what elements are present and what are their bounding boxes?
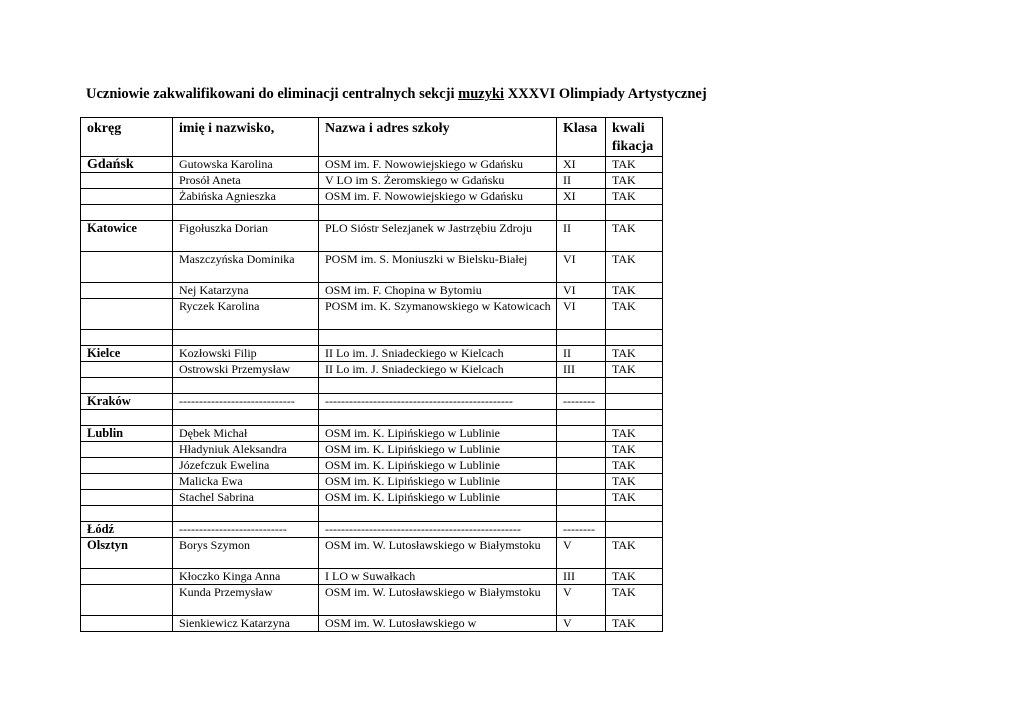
student-name-cell: Hładyniuk Aleksandra bbox=[173, 442, 319, 458]
district-cell bbox=[81, 283, 173, 299]
qualification-cell: TAK bbox=[606, 252, 663, 283]
student-name-cell: Maszczyńska Dominika bbox=[173, 252, 319, 283]
title-text-end: XXXVI Olimpiady Artystycznej bbox=[504, 86, 707, 102]
student-name-cell: Nej Katarzyna bbox=[173, 283, 319, 299]
class-cell bbox=[557, 426, 606, 442]
header-okreg: okręg bbox=[81, 118, 173, 157]
district-cell bbox=[81, 299, 173, 330]
school-cell: OSM im. F. Chopina w Bytomiu bbox=[319, 283, 557, 299]
school-cell: II Lo im. J. Sniadeckiego w Kielcach bbox=[319, 362, 557, 378]
student-name-cell: Borys Szymon bbox=[173, 538, 319, 569]
student-name-cell: Żabińska Agnieszka bbox=[173, 189, 319, 205]
school-cell: V LO im S. Żeromskiego w Gdańsku bbox=[319, 173, 557, 189]
header-klasa: Klasa bbox=[557, 118, 606, 157]
student-name-cell: Gutowska Karolina bbox=[173, 157, 319, 173]
qualification-cell: TAK bbox=[606, 299, 663, 330]
student-name-cell bbox=[173, 330, 319, 346]
class-cell bbox=[557, 490, 606, 506]
qualification-table bbox=[80, 117, 663, 632]
page-title bbox=[86, 86, 707, 103]
header-row bbox=[81, 118, 663, 157]
qualification-cell: TAK bbox=[606, 490, 663, 506]
table-row bbox=[81, 410, 663, 426]
table-row bbox=[81, 252, 663, 283]
student-name-cell: Józefczuk Ewelina bbox=[173, 458, 319, 474]
class-cell: XI bbox=[557, 157, 606, 173]
class-cell: III bbox=[557, 362, 606, 378]
student-name-cell: Figołuszka Dorian bbox=[173, 221, 319, 252]
student-name-cell bbox=[173, 410, 319, 426]
qualification-cell: TAK bbox=[606, 616, 663, 632]
qualification-cell bbox=[606, 394, 663, 410]
table-row bbox=[81, 506, 663, 522]
district-cell: Łódź bbox=[81, 522, 173, 538]
school-cell: PLO Sióstr Selezjanek w Jastrzębiu Zdroju bbox=[319, 221, 557, 252]
school-cell: OSM im. W. Lutosławskiego w bbox=[319, 616, 557, 632]
student-name-cell: --------------------------- bbox=[173, 522, 319, 538]
student-name-cell: ----------------------------- bbox=[173, 394, 319, 410]
table-row bbox=[81, 362, 663, 378]
table-row bbox=[81, 330, 663, 346]
school-cell: OSM im. W. Lutosławskiego w Białymstoku bbox=[319, 585, 557, 616]
district-cell bbox=[81, 569, 173, 585]
student-name-cell bbox=[173, 378, 319, 394]
district-cell: Gdańsk bbox=[81, 157, 173, 173]
district-cell bbox=[81, 378, 173, 394]
school-cell: OSM im. F. Nowowiejskiego w Gdańsku bbox=[319, 189, 557, 205]
school-cell bbox=[319, 378, 557, 394]
class-cell bbox=[557, 442, 606, 458]
table-row bbox=[81, 157, 663, 173]
table-row bbox=[81, 522, 663, 538]
table-row bbox=[81, 205, 663, 221]
student-name-cell bbox=[173, 205, 319, 221]
class-cell bbox=[557, 330, 606, 346]
header-name: imię i nazwisko, bbox=[173, 118, 319, 157]
school-cell: OSM im. K. Lipińskiego w Lublinie bbox=[319, 426, 557, 442]
table-row bbox=[81, 538, 663, 569]
header-kwalifikacja: kwali fikacja bbox=[606, 118, 663, 157]
student-name-cell: Ryczek Karolina bbox=[173, 299, 319, 330]
qualification-cell: TAK bbox=[606, 569, 663, 585]
class-cell bbox=[557, 205, 606, 221]
table-row bbox=[81, 474, 663, 490]
class-cell: VI bbox=[557, 252, 606, 283]
qualification-cell: TAK bbox=[606, 362, 663, 378]
qualification-cell bbox=[606, 330, 663, 346]
district-cell: Kraków bbox=[81, 394, 173, 410]
qualification-cell bbox=[606, 410, 663, 426]
qualification-cell: TAK bbox=[606, 283, 663, 299]
district-cell bbox=[81, 205, 173, 221]
student-name-cell: Kłoczko Kinga Anna bbox=[173, 569, 319, 585]
student-name-cell: Kozłowski Filip bbox=[173, 346, 319, 362]
table-row bbox=[81, 458, 663, 474]
class-cell: XI bbox=[557, 189, 606, 205]
table-body bbox=[81, 118, 663, 632]
class-cell: V bbox=[557, 616, 606, 632]
qualification-cell: TAK bbox=[606, 189, 663, 205]
qualification-cell: TAK bbox=[606, 538, 663, 569]
school-cell: OSM im. K. Lipińskiego w Lublinie bbox=[319, 442, 557, 458]
class-cell: II bbox=[557, 173, 606, 189]
table-row bbox=[81, 426, 663, 442]
district-cell bbox=[81, 474, 173, 490]
student-name-cell: Stachel Sabrina bbox=[173, 490, 319, 506]
district-cell: Kielce bbox=[81, 346, 173, 362]
table-row bbox=[81, 569, 663, 585]
student-name-cell: Prosół Aneta bbox=[173, 173, 319, 189]
title-underlined-word: muzyki bbox=[458, 86, 505, 102]
school-cell bbox=[319, 205, 557, 221]
qualification-cell: TAK bbox=[606, 458, 663, 474]
student-name-cell: Ostrowski Przemysław bbox=[173, 362, 319, 378]
school-cell: OSM im. W. Lutosławskiego w Białymstoku bbox=[319, 538, 557, 569]
class-cell bbox=[557, 410, 606, 426]
school-cell: OSM im. K. Lipińskiego w Lublinie bbox=[319, 458, 557, 474]
district-cell bbox=[81, 189, 173, 205]
class-cell: -------- bbox=[557, 522, 606, 538]
class-cell: III bbox=[557, 569, 606, 585]
district-cell bbox=[81, 410, 173, 426]
header-school: Nazwa i adres szkoły bbox=[319, 118, 557, 157]
title-text: Uczniowie zakwalifikowani do eliminacji centralnych sekcji bbox=[86, 86, 459, 102]
table-row bbox=[81, 283, 663, 299]
district-cell: Lublin bbox=[81, 426, 173, 442]
district-cell bbox=[81, 585, 173, 616]
table-row bbox=[81, 442, 663, 458]
table-row bbox=[81, 490, 663, 506]
class-cell: II bbox=[557, 346, 606, 362]
school-cell: OSM im. K. Lipińskiego w Lublinie bbox=[319, 490, 557, 506]
school-cell bbox=[319, 506, 557, 522]
qualification-cell bbox=[606, 205, 663, 221]
table-row bbox=[81, 346, 663, 362]
table-row bbox=[81, 394, 663, 410]
class-cell: -------- bbox=[557, 394, 606, 410]
qualification-cell: TAK bbox=[606, 157, 663, 173]
district-cell bbox=[81, 490, 173, 506]
class-cell bbox=[557, 474, 606, 490]
class-cell bbox=[557, 458, 606, 474]
district-cell bbox=[81, 362, 173, 378]
student-name-cell: Dębek Michał bbox=[173, 426, 319, 442]
qualification-cell: TAK bbox=[606, 221, 663, 252]
class-cell bbox=[557, 378, 606, 394]
district-cell bbox=[81, 330, 173, 346]
district-cell bbox=[81, 458, 173, 474]
district-cell bbox=[81, 616, 173, 632]
school-cell bbox=[319, 330, 557, 346]
school-cell: ----------------------------------------------- bbox=[319, 394, 557, 410]
table-row bbox=[81, 299, 663, 330]
school-cell: I LO w Suwałkach bbox=[319, 569, 557, 585]
qualification-cell: TAK bbox=[606, 173, 663, 189]
student-name-cell: Malicka Ewa bbox=[173, 474, 319, 490]
table-row bbox=[81, 378, 663, 394]
school-cell: ------------------------------------------------- bbox=[319, 522, 557, 538]
table-row bbox=[81, 616, 663, 632]
district-cell: Olsztyn bbox=[81, 538, 173, 569]
table-row bbox=[81, 173, 663, 189]
district-cell bbox=[81, 252, 173, 283]
student-name-cell bbox=[173, 506, 319, 522]
district-cell: Katowice bbox=[81, 221, 173, 252]
qualification-cell: TAK bbox=[606, 442, 663, 458]
school-cell: POSM im. K. Szymanowskiego w Katowicach bbox=[319, 299, 557, 330]
class-cell: V bbox=[557, 538, 606, 569]
qualification-cell: TAK bbox=[606, 426, 663, 442]
qualification-cell: TAK bbox=[606, 346, 663, 362]
class-cell: VI bbox=[557, 299, 606, 330]
class-cell: VI bbox=[557, 283, 606, 299]
qualification-cell bbox=[606, 378, 663, 394]
table-row bbox=[81, 189, 663, 205]
student-name-cell: Kunda Przemysław bbox=[173, 585, 319, 616]
school-cell: OSM im. F. Nowowiejskiego w Gdańsku bbox=[319, 157, 557, 173]
district-cell bbox=[81, 173, 173, 189]
qualification-cell bbox=[606, 506, 663, 522]
table-row bbox=[81, 221, 663, 252]
class-cell: V bbox=[557, 585, 606, 616]
qualification-cell: TAK bbox=[606, 474, 663, 490]
school-cell: II Lo im. J. Sniadeckiego w Kielcach bbox=[319, 346, 557, 362]
qualification-cell: TAK bbox=[606, 585, 663, 616]
qualification-cell bbox=[606, 522, 663, 538]
school-cell: OSM im. K. Lipińskiego w Lublinie bbox=[319, 474, 557, 490]
class-cell bbox=[557, 506, 606, 522]
school-cell bbox=[319, 410, 557, 426]
school-cell: POSM im. S. Moniuszki w Bielsku-Białej bbox=[319, 252, 557, 283]
table-row bbox=[81, 585, 663, 616]
student-name-cell: Sienkiewicz Katarzyna bbox=[173, 616, 319, 632]
district-cell bbox=[81, 442, 173, 458]
district-cell bbox=[81, 506, 173, 522]
class-cell: II bbox=[557, 221, 606, 252]
